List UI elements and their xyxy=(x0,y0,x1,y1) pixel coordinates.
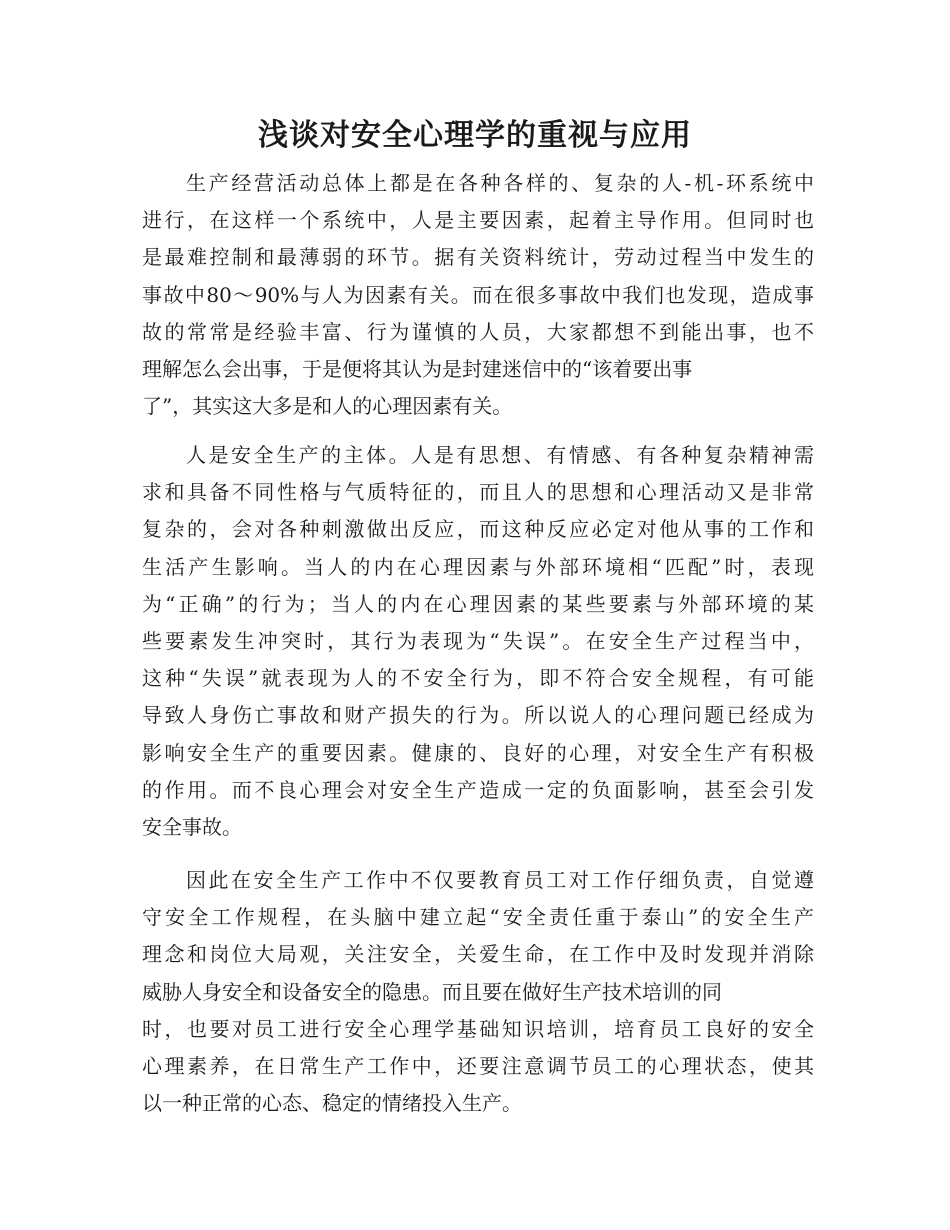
paragraph-line: 时，也要对员工进行安全心理学基础知识培训，培育员工良好的安全 xyxy=(142,1016,814,1041)
paragraph-line: 威胁人身安全和设备安全的隐患。而且要在做好生产技术培训的同 xyxy=(142,979,722,1004)
paragraph-line: 因此在安全生产工作中不仅要教育员工对工作仔细负责，自觉遵 xyxy=(186,868,814,892)
paragraph-line: 些要素发生冲突时，其行为表现为“失误”。在安全生产过程当中， xyxy=(142,629,814,654)
paragraph-line: 人是安全生产的主体。人是有思想、有情感、有各种复杂精神需 xyxy=(186,443,814,467)
paragraph-line: 生产经营活动总体上都是在各种各样的、复杂的人-机-环系统中 xyxy=(186,171,814,195)
paragraph-line: 这种“失误”就表现为人的不安全行为，即不符合安全规程，有可能 xyxy=(142,666,814,691)
paragraph-line: 守安全工作规程，在头脑中建立起“安全责任重于泰山”的安全生产 xyxy=(142,905,814,930)
paragraph-line: 是最难控制和最薄弱的环节。据有关资料统计，劳动过程当中发生的 xyxy=(142,245,814,270)
paragraph-3 xyxy=(142,862,814,1122)
paragraph-line: 了”，其实这大多是和人的心理因素有关。 xyxy=(142,394,513,419)
paragraph-line: 以一种正常的心态、稳定的情绪投入生产。 xyxy=(142,1091,522,1116)
paragraph-line: 心理素养，在日常生产工作中，还要注意调节员工的心理状态，使其 xyxy=(142,1054,814,1079)
paragraph-line: 安全事故。 xyxy=(142,815,242,840)
document-title: 浅谈对安全心理学的重视与应用 xyxy=(258,118,692,153)
paragraph-line: 的作用。而不良心理会对安全生产造成一定的负面影响，甚至会引发 xyxy=(142,777,814,802)
paragraph-line: 为“正确”的行为；当人的内在心理因素的某些要素与外部环境的某 xyxy=(142,591,814,616)
paragraph-2 xyxy=(142,437,814,846)
paragraph-line: 理解怎么会出事，于是便将其认为是封建迷信中的“该着要出事 xyxy=(142,357,693,382)
paragraph-line: 影响安全生产的重要因素。健康的、良好的心理，对安全生产有积极 xyxy=(142,740,814,765)
paragraph-1 xyxy=(142,165,814,425)
paragraph-line: 故的常常是经验丰富、行为谨慎的人员，大家都想不到能出事，也不 xyxy=(142,319,814,344)
paragraph-line: 生活产生影响。当人的内在心理因素与外部环境相“匹配”时，表现 xyxy=(142,554,814,579)
paragraph-line: 求和具备不同性格与气质特征的，而且人的思想和心理活动又是非常 xyxy=(142,480,814,505)
paragraph-line: 理念和岗位大局观，关注安全，关爱生命，在工作中及时发现并消除 xyxy=(142,942,814,967)
paragraph-line: 导致人身伤亡事故和财产损失的行为。所以说人的心理问题已经成为 xyxy=(142,703,814,728)
paragraph-line: 事故中80～90%与人为因素有关。而在很多事故中我们也发现，造成事 xyxy=(142,282,814,307)
paragraph-line: 进行，在这样一个系统中，人是主要因素，起着主导作用。但同时也 xyxy=(142,208,814,233)
paragraph-line: 复杂的，会对各种刺激做出反应，而这种反应必定对他从事的工作和 xyxy=(142,517,814,542)
